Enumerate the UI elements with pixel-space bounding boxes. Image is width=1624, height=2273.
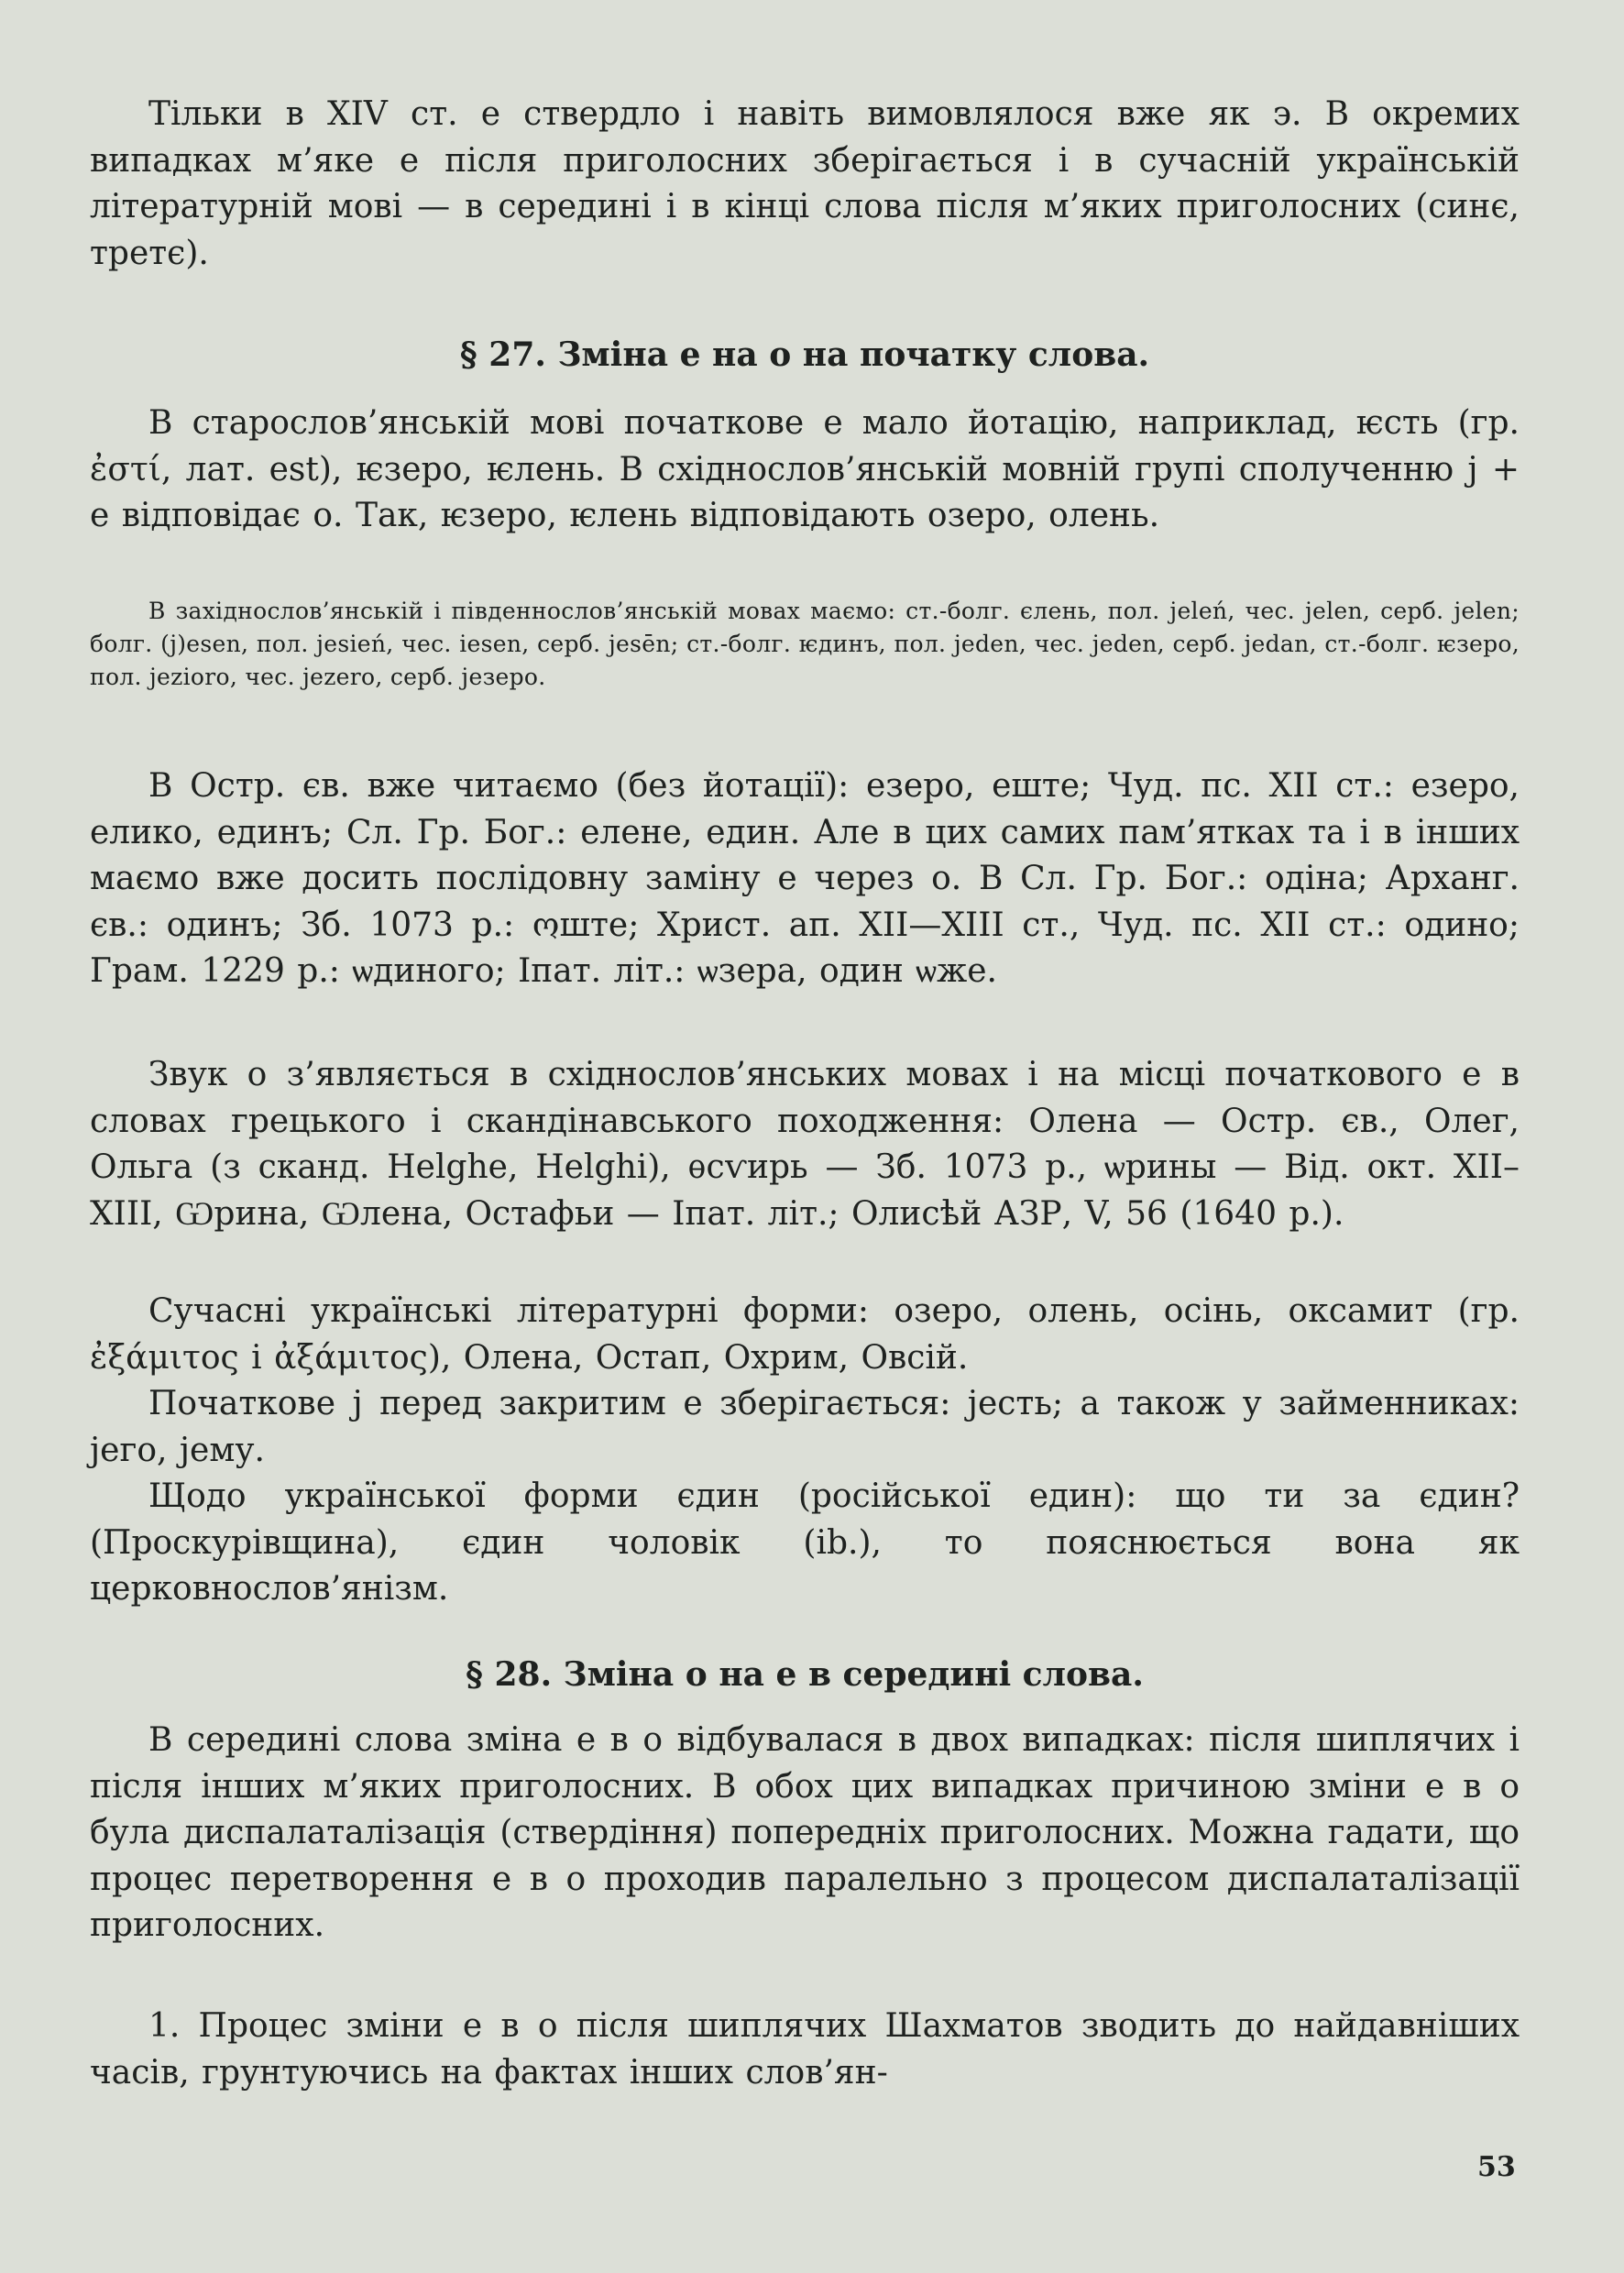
paragraph-greek-scandinavian [90,1052,1520,1237]
note-text: В західнослов’янській і південнослов’янській мовах маємо: ст.-болг. єлень, пол. jeleń, чес. jelen, серб. jelen; болг. (j)esen, пол. jesień, чес. iesen, серб. jesēn; ст.-болг. ѥдинъ, пол. jeden, чес. jeden, серб. jedan, ст.-болг. ѥзеро, пол. jezioro, чес. jezero, серб. језеро. [90,598,1520,690]
section-27-heading-block [90,332,1520,378]
paragraph-middle-word [90,1718,1520,1949]
paragraph-iotation [90,401,1520,540]
section-28-heading-block [90,1652,1520,1697]
paragraph-text: Початкове j перед закритим е зберігається: jесть; а також у займенниках: jего, jему. [90,1385,1520,1469]
paragraph-text: 1. Процес зміни е в о після шиплячих Шахматов зводить до найдавніших часів, грунтуючись на фактах інших слов’ян- [90,2007,1520,2092]
paragraph-text: Тільки в XIV ст. е ствердло і навіть вимовлялося вже як э. В окремих випадках м’яке е після приголосних зберігається і в сучасній українській літературній мові — в середині і в кінці слова після м’яких приголосних (синє, третє). [90,95,1520,272]
section-27-heading: § 27. Зміна е на о на початку слова. [459,335,1150,374]
paragraph-initial-j [90,1381,1520,1474]
paragraph-hard-e [90,92,1520,277]
paragraph-text: Щодо української форми єдин (російської един): що ти за єдин? (Проскурівщина), єдин чоловік (ib.), то пояснюється вона як церковнослов’янізм. [90,1477,1520,1608]
paragraph-text: Звук о з’являється в східнослов’янських мовах і на місці початкового е в словах грецького і скандінавського походження: Олена — Остр. єв., Олег, Ольга (з сканд. Helghe, Helghi), ѳсѵирь — Зб. 1073 р., ѡрины — Від. окт. XII–XIII, Ѡрина, Ѡлена, Остафьи — Іпат. літ.; Олисѣй АЗР, V, 56 (1640 р.). [90,1056,1520,1233]
page-number: 53 [1477,2151,1516,2183]
paragraph-shakhmatov [90,2004,1520,2096]
paragraph-church-slavonicism [90,1474,1520,1613]
small-print-note [90,595,1520,694]
paragraph-text: Сучасні українські літературні форми: озеро, олень, осінь, оксамит (гр. ἐξάμιτος і ἀξάμιτος), Олена, Остап, Охрим, Овсій. [90,1292,1520,1377]
paragraph-text: В старослов’янській мові початкове е мало йотацію, наприклад, ѥсть (гр. ἐστί, лат. est), ѥзеро, ѥлень. В східнослов’янській мовній групі сполученню j + е відповідає о. Так, ѥзеро, ѥлень відповідають озеро, олень. [90,404,1520,534]
paragraph-text: В середині слова зміна е в о відбувалася в двох випадках: після шиплячих і після інших м’яких приголосних. В обох цих випадках причиною зміни е в о була диспалаталізація (ствердіння) попередніх приголосних. Можна гадати, що процес перетворення е в о проходив паралельно з процесом диспалаталізації приголосних. [90,1721,1520,1944]
paragraph-modern-forms [90,1289,1520,1381]
paragraph-ostromir [90,763,1520,995]
paragraph-text: В Остр. єв. вже читаємо (без йотації): езеро, еште; Чуд. пс. XII ст.: езеро, елико, единъ; Сл. Гр. Бог.: елене, един. Але в цих самих пам’ятках та і в інших маємо вже досить послідовну заміну е через о. В Сл. Гр. Бог.: одіна; Арханг. єв.: одинъ; Зб. 1073 р.: ოште; Христ. ап. XII—XIII ст., Чуд. пс. XII ст.: одино; Грам. 1229 р.: ѡдиного; Іпат. літ.: ѡзера, один ѡже. [90,767,1520,990]
section-28-heading: § 28. Зміна о на е в середині слова. [466,1655,1144,1694]
